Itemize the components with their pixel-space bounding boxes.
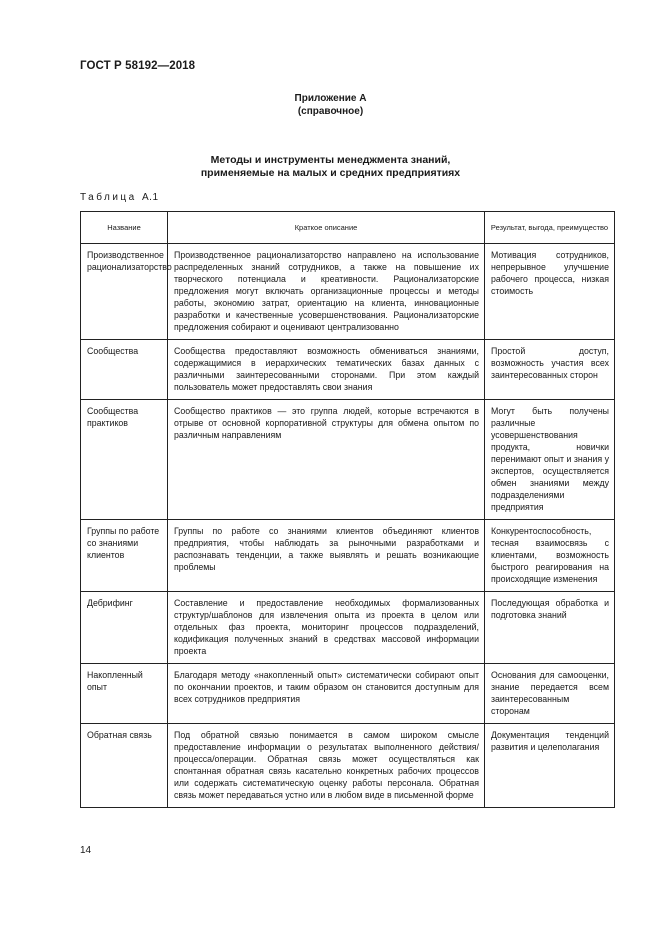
row-description: Под обратной связью понимается в самом широком смысле предоставление информации о результатах выполненного действия/процесса/операции. Обратная связь может осуществляться как спонтанная обратная связь касательно конкретных рабочих процессов или содержать систематическую оценку работы персонала. Обратная связь может передаваться устно или в любом виде в письменной форме [168,724,485,808]
table-row [81,520,615,592]
page-title [0,154,661,180]
page-title-line-1: Методы и инструменты менеджмента знаний, [210,154,451,166]
row-name-cell [81,244,172,340]
row-name: Группы по работе со знаниями клиентов [81,520,168,592]
page-number: 14 [80,845,92,856]
column-header-result: Результат, выгода, преимущество [485,212,615,244]
row-name: Сообщества [81,340,168,400]
appendix-title: Приложение А [294,93,367,104]
table-label-word: Таблица [80,192,137,203]
appendix-heading [0,92,661,118]
row-name: Накопленный опыт [81,664,168,724]
row-description: Группы по работе со знаниями клиентов объединяют клиентов предприятия, чтобы наблюдать за рыночными разработками и распознавать тенденции, а также выявлять и решать возникающие проблемы [168,520,485,592]
table-row [81,400,615,520]
table-row [81,592,615,664]
table-row [81,340,615,400]
row-description: Сообщество практиков — это группа людей, которые встречаются в отрыве от основной корпоративной структуры для обмена опытом по различным направлениям [168,400,485,520]
table-header-row [81,212,615,244]
table-label [80,192,159,203]
row-description: Сообщества предоставляют возможность обмениваться знаниями, содержащимися в иерархических тематических базах данных с различными заинтересованными сторонами. При этом каждый пользователь может предоставлять свои знания [168,340,485,400]
row-description: Благодаря методу «накопленный опыт» систематически собирают опыт по окончании проектов, и таким образом он становится доступным для всех сотрудников предприятия [168,664,485,724]
row-name: Сообщества практиков [81,400,168,520]
row-result: Последующая обработка и подготовка знаний [485,592,615,664]
row-result: Мотивация сотрудников, непрерывное улучшение рабочего процесса, низкая стоимость [485,244,615,340]
row-result: Документация тенденций развития и целеполагания [485,724,615,808]
column-header-name: Название [81,212,168,244]
row-result: Простой доступ, возможность участия всех заинтересованных сторон [485,340,615,400]
methods-table [80,211,615,808]
row-result: Могут быть получены различные усовершенствования продукта, новички перенимают опыт и знания у экспертов, осуществляется обмен знаниями между подразделениями предприятия [485,400,615,520]
row-name: Производственное рационализаторство [87,250,172,272]
row-name: Обратная связь [81,724,168,808]
column-header-description: Краткое описание [168,212,485,244]
row-result: Основания для самооценки, знание передается всем заинтересованным сторонам [485,664,615,724]
table-row [81,664,615,724]
document-code: ГОСТ Р 58192—2018 [80,60,196,72]
table-row [81,724,615,808]
page-title-line-2: применяемые на малых и средних предприятиях [200,167,461,179]
row-description: Составление и предоставление необходимых формализованных структур/шаблонов для извлечения опыта из проекта в целом или отдельных фаз проекта, мониторинг процессов подразделений, кодификация полученных знаний в средствах массовой информации проекта [168,592,485,664]
row-name: Дебрифинг [81,592,168,664]
table-row [81,244,615,340]
table-label-number: А.1 [142,192,159,203]
row-description: Производственное рационализаторство направлено на использование распределенных знаний сотрудников, а также на повышение их творческого потенциала и креативности. Рационализаторские предложения могут включать организационные процессы и методы работы, экономию затрат, ориентацию на клиента, инновационные разработки и качественные усовершенствования. Рационализаторские предложения собирают и оценивают централизованно [168,244,485,340]
row-result: Конкурентоспособность, тесная взаимосвязь с клиентами, возможность быстрого реагирования на происходящие изменения [485,520,615,592]
appendix-subtitle: (справочное) [297,106,364,117]
